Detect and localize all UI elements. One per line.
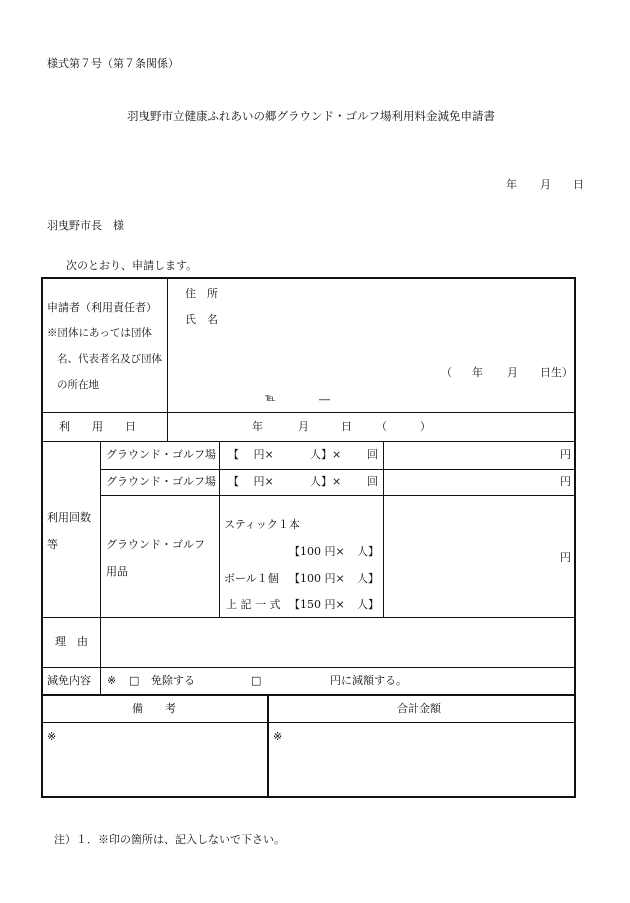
remarks-label: 備 考	[132, 702, 176, 715]
stick-label: スティック１本	[224, 518, 300, 531]
usage-day-label: 日	[341, 420, 352, 433]
equipment-label-1: グラウンド・ゴルフ	[106, 538, 205, 551]
tel-dash: ―	[319, 393, 330, 406]
total-amount-label: 合計金額	[397, 702, 441, 715]
birth-open: （	[441, 366, 452, 379]
usage-count-label-1: 利用回数	[47, 511, 91, 524]
address-label: 住 所	[185, 287, 218, 300]
ball-calc-a: 【100 円×	[289, 572, 345, 585]
usage-date-label: 利 用 日	[59, 420, 136, 433]
reason-label: 理 由	[55, 635, 88, 648]
stick-calc-b: 人】	[357, 545, 379, 558]
usage-count-label-2: 等	[47, 538, 58, 551]
applicant-note-3: の所在地	[57, 379, 99, 391]
applicant-label: 申請者（利用責任者）	[47, 301, 157, 314]
reduction-mark: ※	[107, 674, 117, 687]
usage-weekday: （ ）	[376, 420, 431, 433]
row1-calc-b: 人】×	[310, 448, 342, 461]
row1-yen: 円	[560, 448, 571, 461]
row2-calc-a: 【 円×	[228, 475, 274, 488]
row2-calc-b: 人】×	[310, 475, 342, 488]
exemption-checkbox[interactable]: □	[129, 674, 140, 687]
ball-calc-b: 人】	[357, 572, 379, 585]
birth-month-label: 月	[507, 366, 518, 379]
ball-label: ボール１個	[224, 572, 279, 585]
row1-calc-a: 【 円×	[228, 448, 274, 461]
usage-month-label: 月	[298, 420, 309, 433]
intro-text: 次のとおり、申請します。	[66, 259, 198, 272]
birth-year-label: 年	[472, 366, 483, 379]
footnote: 注）１．※印の箇所は、記入しないで下さい。	[54, 833, 285, 846]
equipment-yen: 円	[560, 551, 571, 564]
row2-yen: 円	[560, 475, 571, 488]
reduction-label: 減免内容	[47, 674, 91, 687]
row2-calc-c: 回	[367, 475, 378, 488]
date-month-label: 月	[540, 178, 551, 191]
stick-calc-a: 【100 円×	[289, 545, 345, 558]
set-calc-b: 人】	[357, 598, 379, 611]
tel-label: ℡	[265, 393, 276, 404]
applicant-note-1: ※団体にあっては団体	[47, 327, 152, 339]
set-label: 上 記 一 式	[226, 598, 281, 611]
row1-calc-c: 回	[367, 448, 378, 461]
set-calc-a: 【150 円×	[289, 598, 345, 611]
name-label: 氏 名	[185, 313, 218, 326]
ground-golf-field-1: グラウンド・ゴルフ場	[106, 448, 216, 461]
ground-golf-field-2: グラウンド・ゴルフ場	[106, 475, 216, 488]
application-table	[41, 277, 576, 798]
remarks-mark: ※	[47, 730, 57, 743]
page-title: 羽曳野市立健康ふれあいの郷グラウンド・ゴルフ場利用料金減免申請書	[127, 109, 495, 123]
addressee: 羽曳野市長 様	[47, 219, 124, 232]
exemption-label: 免除する	[151, 674, 195, 687]
date-year-label: 年	[506, 178, 517, 191]
reduced-amount-label: 円に減額する。	[330, 674, 407, 687]
applicant-note-2: 名、代表者名及び団体	[57, 353, 162, 365]
date-day-label: 日	[573, 178, 584, 191]
form-number: 様式第７号（第７条関係）	[47, 57, 179, 70]
usage-year-label: 年	[252, 420, 263, 433]
equipment-label-2: 用品	[106, 565, 128, 578]
total-mark: ※	[273, 730, 283, 743]
reduced-amount-checkbox[interactable]: □	[251, 674, 262, 687]
birth-day-label: 日生）	[540, 366, 573, 379]
